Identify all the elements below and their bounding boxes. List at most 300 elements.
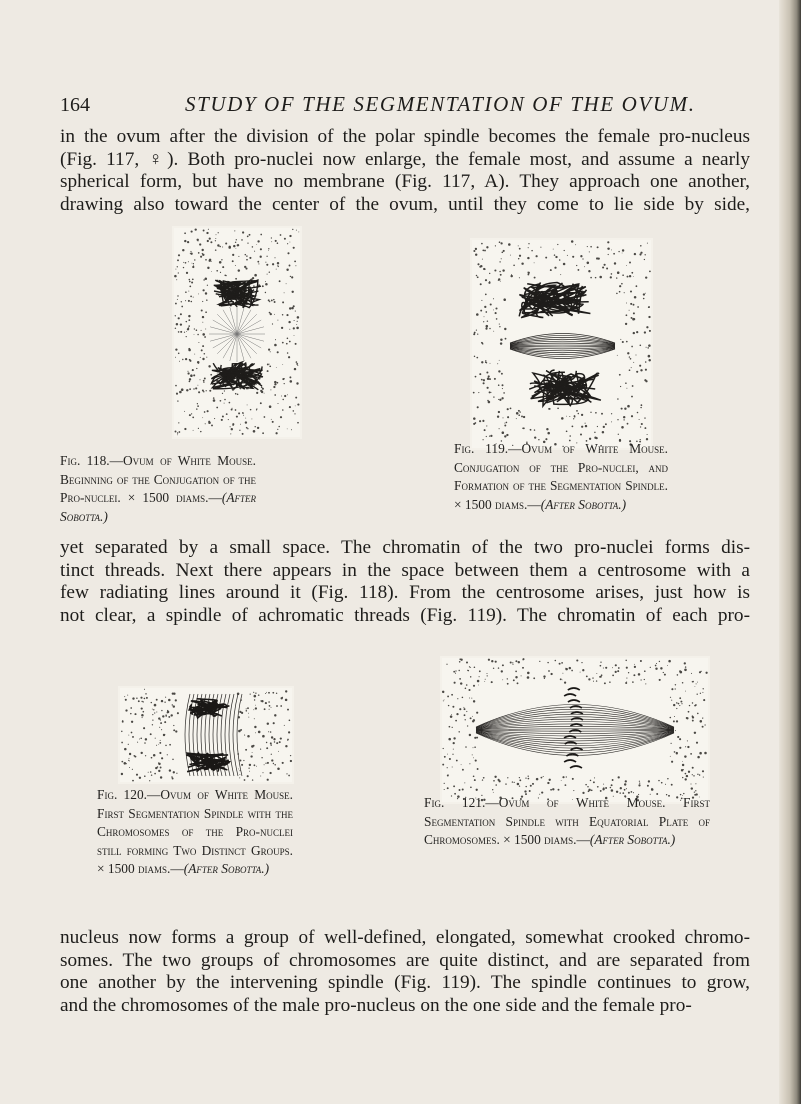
engraving-stroke [447, 695, 449, 697]
engraving-stroke [600, 790, 602, 792]
engraving-stroke [210, 241, 212, 243]
engraving-stroke [280, 705, 282, 707]
engraving-stroke [206, 232, 208, 234]
engraving-stroke [594, 432, 595, 433]
engraving-stroke [559, 663, 561, 665]
engraving-stroke [699, 752, 702, 755]
engraving-stroke [487, 377, 490, 380]
engraving-stroke [277, 242, 279, 244]
engraving-stroke [269, 709, 270, 710]
engraving-stroke [582, 258, 583, 259]
engraving-stroke [625, 682, 627, 684]
engraving-stroke [181, 388, 184, 391]
engraving-stroke [447, 767, 448, 768]
engraving-stroke [650, 667, 651, 668]
engraving-stroke [475, 248, 477, 250]
text-line: not clear, a spindle of achromatic threads (Fig. 119). The chromatin of each pro- [60, 604, 750, 626]
engraving-stroke [178, 254, 180, 256]
engraving-stroke [185, 358, 187, 360]
engraving-stroke [453, 671, 455, 673]
engraving-stroke [294, 260, 296, 262]
engraving-stroke [473, 700, 475, 702]
engraving-stroke [268, 692, 270, 694]
engraving-stroke [597, 246, 599, 248]
engraving-stroke [209, 390, 211, 392]
engraving-stroke [271, 759, 273, 761]
engraving-stroke [555, 256, 557, 258]
engraving-stroke [646, 347, 647, 348]
engraving-stroke [563, 263, 566, 266]
engraving-stroke [129, 760, 130, 761]
engraving-stroke [470, 667, 471, 668]
engraving-stroke [187, 241, 189, 243]
engraving-stroke [670, 756, 671, 757]
engraving-stroke [203, 279, 204, 280]
engraving-stroke [501, 258, 502, 259]
engraving-stroke [486, 371, 488, 373]
engraving-stroke [630, 358, 632, 360]
engraving-stroke [285, 690, 287, 692]
engraving-stroke [269, 364, 270, 365]
engraving-stroke [637, 412, 639, 414]
engraving-stroke [468, 670, 469, 671]
engraving-stroke [187, 371, 188, 372]
engraving-stroke [177, 295, 178, 296]
engraving-stroke [636, 331, 638, 333]
engraving-stroke [499, 261, 500, 262]
engraving-stroke [536, 255, 538, 257]
engraving-stroke [686, 775, 688, 777]
engraving-stroke [224, 390, 225, 391]
engraving-stroke [172, 704, 173, 705]
engraving-stroke [177, 266, 178, 267]
engraving-stroke [246, 255, 247, 256]
engraving-stroke [539, 661, 540, 662]
engraving-stroke [634, 664, 635, 665]
engraving-stroke [277, 768, 280, 771]
engraving-stroke [122, 721, 124, 723]
engraving-stroke [611, 413, 612, 414]
engraving-stroke [158, 763, 160, 765]
engraving-stroke [162, 715, 164, 717]
engraving-stroke [173, 771, 175, 773]
engraving-stroke [189, 414, 191, 416]
engraving-stroke [236, 239, 237, 240]
engraving-stroke [619, 374, 621, 376]
engraving-stroke [273, 722, 275, 724]
engraving-stroke [154, 704, 157, 707]
engraving-stroke [655, 665, 657, 667]
engraving-stroke [144, 689, 145, 690]
engraving-stroke [271, 237, 272, 238]
engraving-stroke [588, 678, 590, 680]
engraving-stroke [232, 254, 234, 256]
engraving-stroke [152, 714, 153, 715]
engraving-stroke [149, 780, 150, 781]
engraving-stroke [268, 250, 269, 251]
engraving-stroke [205, 329, 206, 330]
engraving-stroke [238, 244, 239, 245]
engraving-stroke [453, 742, 455, 744]
engraving-stroke [176, 323, 178, 325]
engraving-stroke [474, 746, 476, 748]
engraving-stroke [504, 423, 505, 424]
engraving-stroke [627, 352, 629, 354]
engraving-stroke [206, 390, 207, 391]
engraving-stroke [580, 433, 582, 435]
engraving-stroke [188, 300, 190, 302]
engraving-stroke [189, 381, 191, 383]
engraving-stroke [175, 357, 176, 358]
engraving-stroke [126, 763, 127, 764]
engraving-stroke [602, 266, 604, 268]
engraving-stroke [641, 404, 643, 406]
engraving-stroke [572, 778, 574, 780]
engraving-stroke [572, 426, 574, 428]
page-number: 164 [60, 94, 90, 116]
engraving-stroke [453, 737, 455, 739]
engraving-stroke [289, 719, 291, 721]
engraving-stroke [287, 352, 289, 354]
engraving-stroke [177, 259, 179, 261]
engraving-stroke [473, 757, 474, 758]
engraving-stroke [644, 331, 646, 333]
engraving-stroke [499, 428, 500, 429]
engraving-stroke [273, 299, 275, 301]
engraving-stroke [571, 670, 573, 672]
engraving-stroke [265, 283, 268, 286]
engraving-stroke [194, 334, 195, 335]
engraving-stroke [603, 787, 605, 789]
engraving-stroke [615, 664, 617, 666]
engraving-stroke [289, 265, 291, 267]
engraving-stroke [265, 702, 267, 704]
engraving-stroke [561, 662, 563, 664]
engraving-stroke [245, 418, 246, 419]
engraving-stroke [486, 425, 487, 426]
engraving-stroke [185, 300, 186, 301]
engraving-stroke [521, 262, 523, 264]
engraving-stroke [249, 257, 251, 259]
engraving-stroke [474, 666, 476, 668]
engraving-stroke [624, 407, 626, 409]
engraving-stroke [616, 293, 618, 295]
engraving-stroke [246, 710, 248, 712]
page-edge-shadow [779, 0, 801, 1104]
engraving-stroke [141, 714, 144, 717]
engraving-stroke [265, 763, 266, 764]
engraving-stroke [271, 419, 272, 420]
engraving-stroke [633, 276, 634, 277]
engraving-stroke [557, 244, 558, 245]
engraving-stroke [215, 238, 216, 239]
engraving-stroke [633, 312, 635, 314]
engraving-stroke [506, 422, 508, 424]
engraving-stroke [630, 303, 632, 305]
engraving-stroke [229, 246, 231, 248]
engraving-stroke [255, 732, 256, 733]
engraving-stroke [167, 710, 168, 711]
engraving-stroke [482, 420, 484, 422]
engraving-stroke [684, 755, 686, 757]
engraving-stroke [702, 770, 704, 772]
engraving-stroke [531, 250, 533, 252]
engraving-stroke [618, 776, 620, 778]
engraving-stroke [262, 735, 265, 738]
engraving-stroke [635, 354, 636, 355]
engraving-stroke [521, 415, 523, 417]
engraving-stroke [596, 673, 597, 674]
engraving-stroke [518, 414, 520, 416]
engraving-stroke [624, 292, 625, 293]
engraving-stroke [499, 241, 501, 243]
engraving-stroke [257, 427, 259, 429]
engraving-stroke [142, 701, 143, 702]
engraving-stroke [222, 415, 224, 417]
engraving-stroke [481, 361, 483, 363]
engraving-stroke [611, 789, 614, 792]
engraving-stroke [547, 782, 549, 784]
engraving-stroke [268, 701, 270, 703]
engraving-stroke [175, 315, 176, 316]
text-line: in the ovum after the division of the polar spindle becomes the female pro-nucleus [60, 126, 750, 147]
engraving-stroke [265, 693, 266, 694]
engraving-stroke [576, 265, 577, 266]
engraving-stroke [266, 256, 267, 257]
engraving-stroke [184, 240, 186, 242]
engraving-stroke [254, 764, 256, 766]
engraving-stroke [220, 272, 221, 273]
engraving-stroke [462, 788, 464, 790]
engraving-stroke [495, 784, 497, 786]
engraving-stroke [247, 735, 250, 738]
engraving-stroke [239, 774, 240, 775]
engraving-stroke [236, 248, 237, 249]
engraving-stroke [680, 701, 682, 703]
engraving-stroke [276, 693, 277, 694]
engraving-stroke [455, 720, 457, 722]
engraving-stroke [479, 676, 480, 677]
engraving-stroke [184, 411, 185, 412]
engraving-stroke [690, 753, 692, 755]
engraving-stroke [626, 788, 627, 789]
engraving-stroke [181, 301, 182, 302]
engraving-stroke [258, 263, 259, 264]
engraving-stroke [292, 291, 294, 293]
engraving-stroke [624, 789, 626, 791]
engraving-stroke [500, 342, 502, 344]
engraving-stroke [697, 774, 698, 775]
engraving-stroke [274, 714, 276, 716]
engraving-stroke [573, 418, 574, 419]
engraving-stroke [491, 681, 493, 683]
engraving-stroke [500, 281, 501, 282]
engraving-stroke [288, 731, 290, 733]
engraving-stroke [296, 361, 298, 363]
engraving-stroke [645, 276, 647, 278]
engraving-stroke [685, 778, 687, 780]
engraving-stroke [519, 779, 521, 781]
engraving-stroke [621, 283, 623, 285]
engraving-stroke [681, 703, 682, 704]
engraving-stroke [245, 749, 247, 751]
engraving-stroke [188, 315, 190, 317]
engraving-stroke [238, 412, 240, 414]
engraving-stroke [490, 363, 491, 364]
engraving-stroke [472, 720, 474, 722]
engraving-stroke [293, 247, 295, 249]
engraving-stroke [530, 430, 531, 431]
engraving-stroke [645, 683, 646, 684]
engraving-stroke [500, 274, 502, 276]
engraving-stroke [459, 708, 461, 710]
engraving-stroke [129, 758, 130, 759]
engraving-stroke [527, 257, 529, 259]
engraving-stroke [612, 667, 613, 668]
engraving-stroke [667, 778, 668, 779]
engraving-stroke [273, 386, 275, 388]
engraving-stroke [271, 736, 273, 738]
engraving-stroke [528, 243, 529, 244]
engraving-stroke [449, 758, 451, 760]
engraving-stroke [207, 240, 209, 242]
engraving-stroke [246, 259, 248, 261]
engraving-stroke [512, 664, 513, 665]
engraving-stroke [624, 783, 626, 785]
engraving-stroke [633, 362, 634, 363]
engraving-stroke [504, 435, 506, 437]
engraving-stroke [177, 299, 178, 300]
engraving-stroke [202, 254, 204, 256]
engraving-stroke [191, 281, 193, 283]
engraving-stroke [692, 767, 694, 769]
engraving-stroke [180, 323, 182, 325]
engraving-stroke [474, 356, 475, 357]
engraving-stroke [640, 660, 642, 662]
engraving-stroke [501, 670, 503, 672]
engraving-stroke [629, 262, 631, 264]
engraving-stroke [469, 666, 470, 667]
engraving-stroke [221, 259, 222, 260]
engraving-stroke [693, 775, 694, 776]
engraving-stroke [249, 771, 250, 772]
engraving-stroke [189, 281, 191, 283]
engraving-stroke [498, 278, 500, 280]
engraving-stroke [581, 662, 582, 663]
engraving-stroke [488, 375, 490, 377]
engraving-stroke [626, 678, 627, 679]
engraving-stroke [521, 675, 522, 676]
engraving-stroke [193, 388, 194, 389]
engraving-stroke [489, 391, 491, 393]
engraving-stroke [505, 338, 507, 340]
engraving-stroke [576, 659, 578, 661]
engraving-stroke [443, 748, 444, 749]
engraving-stroke [248, 717, 249, 718]
engraving-stroke [522, 659, 523, 660]
engraving-stroke [466, 661, 468, 663]
engraving-stroke [559, 259, 561, 261]
engraving-stroke [630, 290, 632, 292]
engraving-stroke [448, 738, 451, 741]
engraving-stroke [277, 320, 278, 321]
engraving-stroke [691, 787, 693, 789]
engraving-stroke [121, 773, 123, 775]
engraving-stroke [175, 303, 177, 305]
engraving-stroke [226, 413, 228, 415]
engraving-stroke [175, 328, 176, 329]
engraving-stroke [244, 779, 246, 781]
engraving-stroke [584, 266, 585, 267]
engraving-stroke [519, 277, 520, 278]
engraving-stroke [268, 248, 269, 249]
engraving-stroke [645, 361, 647, 363]
engraving-stroke [471, 698, 472, 699]
engraving-stroke [288, 356, 290, 358]
engraving-stroke [160, 776, 162, 778]
engraving-stroke [217, 373, 218, 374]
engraving-stroke [252, 752, 253, 753]
engraving-stroke [493, 396, 494, 397]
engraving-stroke [640, 245, 642, 247]
engraving-stroke [257, 240, 259, 242]
engraving-stroke [238, 730, 241, 733]
engraving-stroke [262, 285, 264, 287]
engraving-stroke [164, 721, 166, 723]
engraving-stroke [264, 393, 265, 394]
engraving-stroke [489, 435, 490, 436]
engraving-stroke [618, 667, 620, 669]
engraving-stroke [572, 256, 574, 258]
engraving-stroke [242, 231, 244, 233]
engraving-stroke [270, 366, 271, 367]
engraving-stroke [448, 774, 449, 775]
engraving-stroke [225, 275, 226, 276]
engraving-stroke [131, 721, 133, 723]
engraving-stroke [151, 774, 152, 775]
engraving-stroke [278, 751, 279, 752]
engraving-stroke [484, 316, 485, 317]
engraving-stroke [617, 398, 619, 400]
engraving-stroke [175, 385, 177, 387]
engraving-stroke [498, 384, 500, 386]
engraving-stroke [295, 311, 296, 312]
engraving-stroke [197, 403, 198, 404]
engraving-stroke [175, 269, 176, 270]
engraving-stroke [134, 756, 136, 758]
engraving-stroke [255, 426, 256, 427]
engraving-stroke [248, 713, 249, 714]
engraving-stroke [631, 791, 633, 793]
engraving-stroke [645, 293, 646, 294]
engraving-stroke [270, 731, 272, 733]
engraving-stroke [261, 700, 263, 702]
engraving-stroke [220, 400, 222, 402]
engraving-stroke [282, 364, 283, 365]
engraving-stroke [585, 784, 587, 786]
engraving-stroke [527, 274, 529, 276]
engraving-stroke [455, 673, 456, 674]
engraving-stroke [180, 331, 182, 333]
engraving-stroke [692, 720, 694, 722]
engraving-stroke [457, 698, 458, 699]
engraving-stroke [575, 244, 576, 245]
engraving-stroke [199, 243, 201, 245]
engraving-stroke [195, 228, 197, 230]
engraving-stroke [206, 299, 208, 301]
engraving-stroke [191, 413, 192, 414]
engraving-stroke [152, 719, 153, 720]
